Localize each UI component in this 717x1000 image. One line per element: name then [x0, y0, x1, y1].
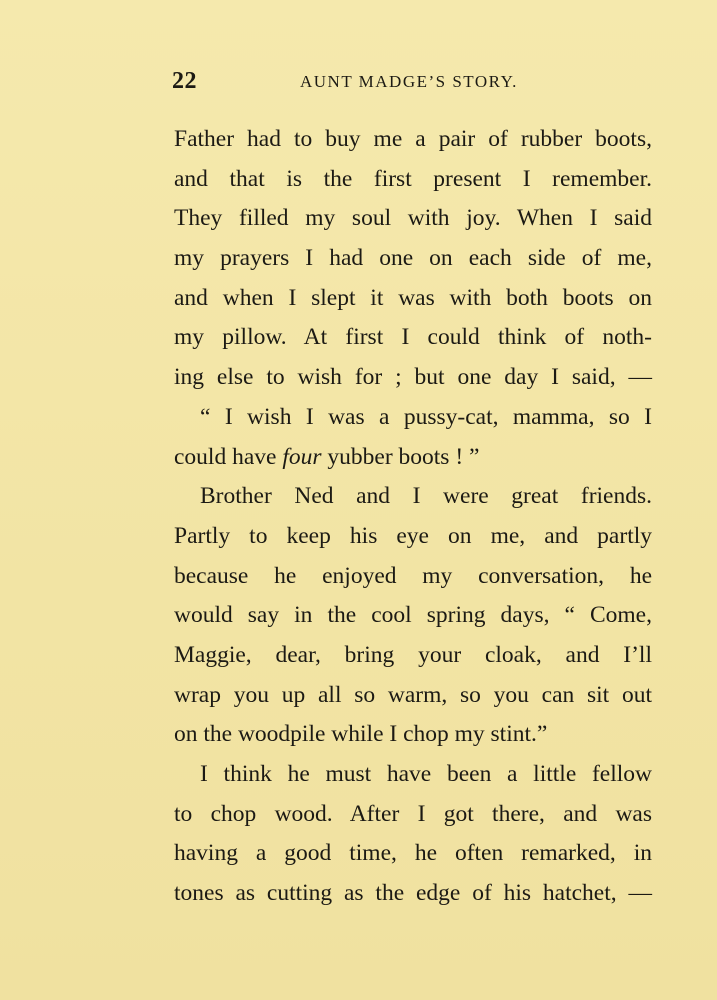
text-line: on the woodpile while I chop my stint.”	[174, 721, 548, 748]
page-header	[172, 68, 652, 98]
text-line: I think he must have been a little fellow	[200, 761, 652, 787]
text-line: because he enjoyed my conversation, he	[174, 562, 652, 589]
text-line: and that is the first present I remember.	[174, 165, 652, 192]
text-line: Partly to keep his eye on me, and partly	[174, 522, 652, 549]
text-line: Father had to buy me a pair of rubber boots,	[174, 126, 652, 152]
text-line: Brother Ned and I were great friends.	[200, 483, 652, 510]
text-line: wrap you up all so warm, so you can sit out	[174, 681, 652, 708]
body-text	[174, 120, 652, 914]
page-number: 22	[172, 68, 197, 94]
text-segment: could have	[174, 443, 277, 470]
emphasized-word: four	[282, 443, 322, 470]
text-line: having a good time, he often remarked, in	[174, 840, 652, 867]
text-segment: yubber boots ! ”	[327, 443, 480, 470]
text-line: ing else to wish for ; but one day I said, —	[174, 364, 652, 391]
text-line: “ I wish I was a pussy-cat, mamma, so I	[200, 403, 652, 430]
text-line: my pillow. At first I could think of noth-	[174, 324, 652, 351]
running-head: AUNT MADGE’S STORY.	[300, 72, 518, 91]
text-line: Maggie, dear, bring your cloak, and I’ll	[174, 641, 652, 668]
text-line-mixed	[174, 438, 652, 478]
text-line: would say in the cool spring days, “ Come,	[174, 602, 652, 629]
text-line: tones as cutting as the edge of his hatchet, —	[174, 880, 652, 907]
text-line: They filled my soul with joy. When I said	[174, 205, 652, 232]
text-line: and when I slept it was with both boots on	[174, 284, 652, 311]
text-line: my prayers I had one on each side of me,	[174, 245, 652, 272]
text-line: to chop wood. After I got there, and was	[174, 800, 652, 827]
